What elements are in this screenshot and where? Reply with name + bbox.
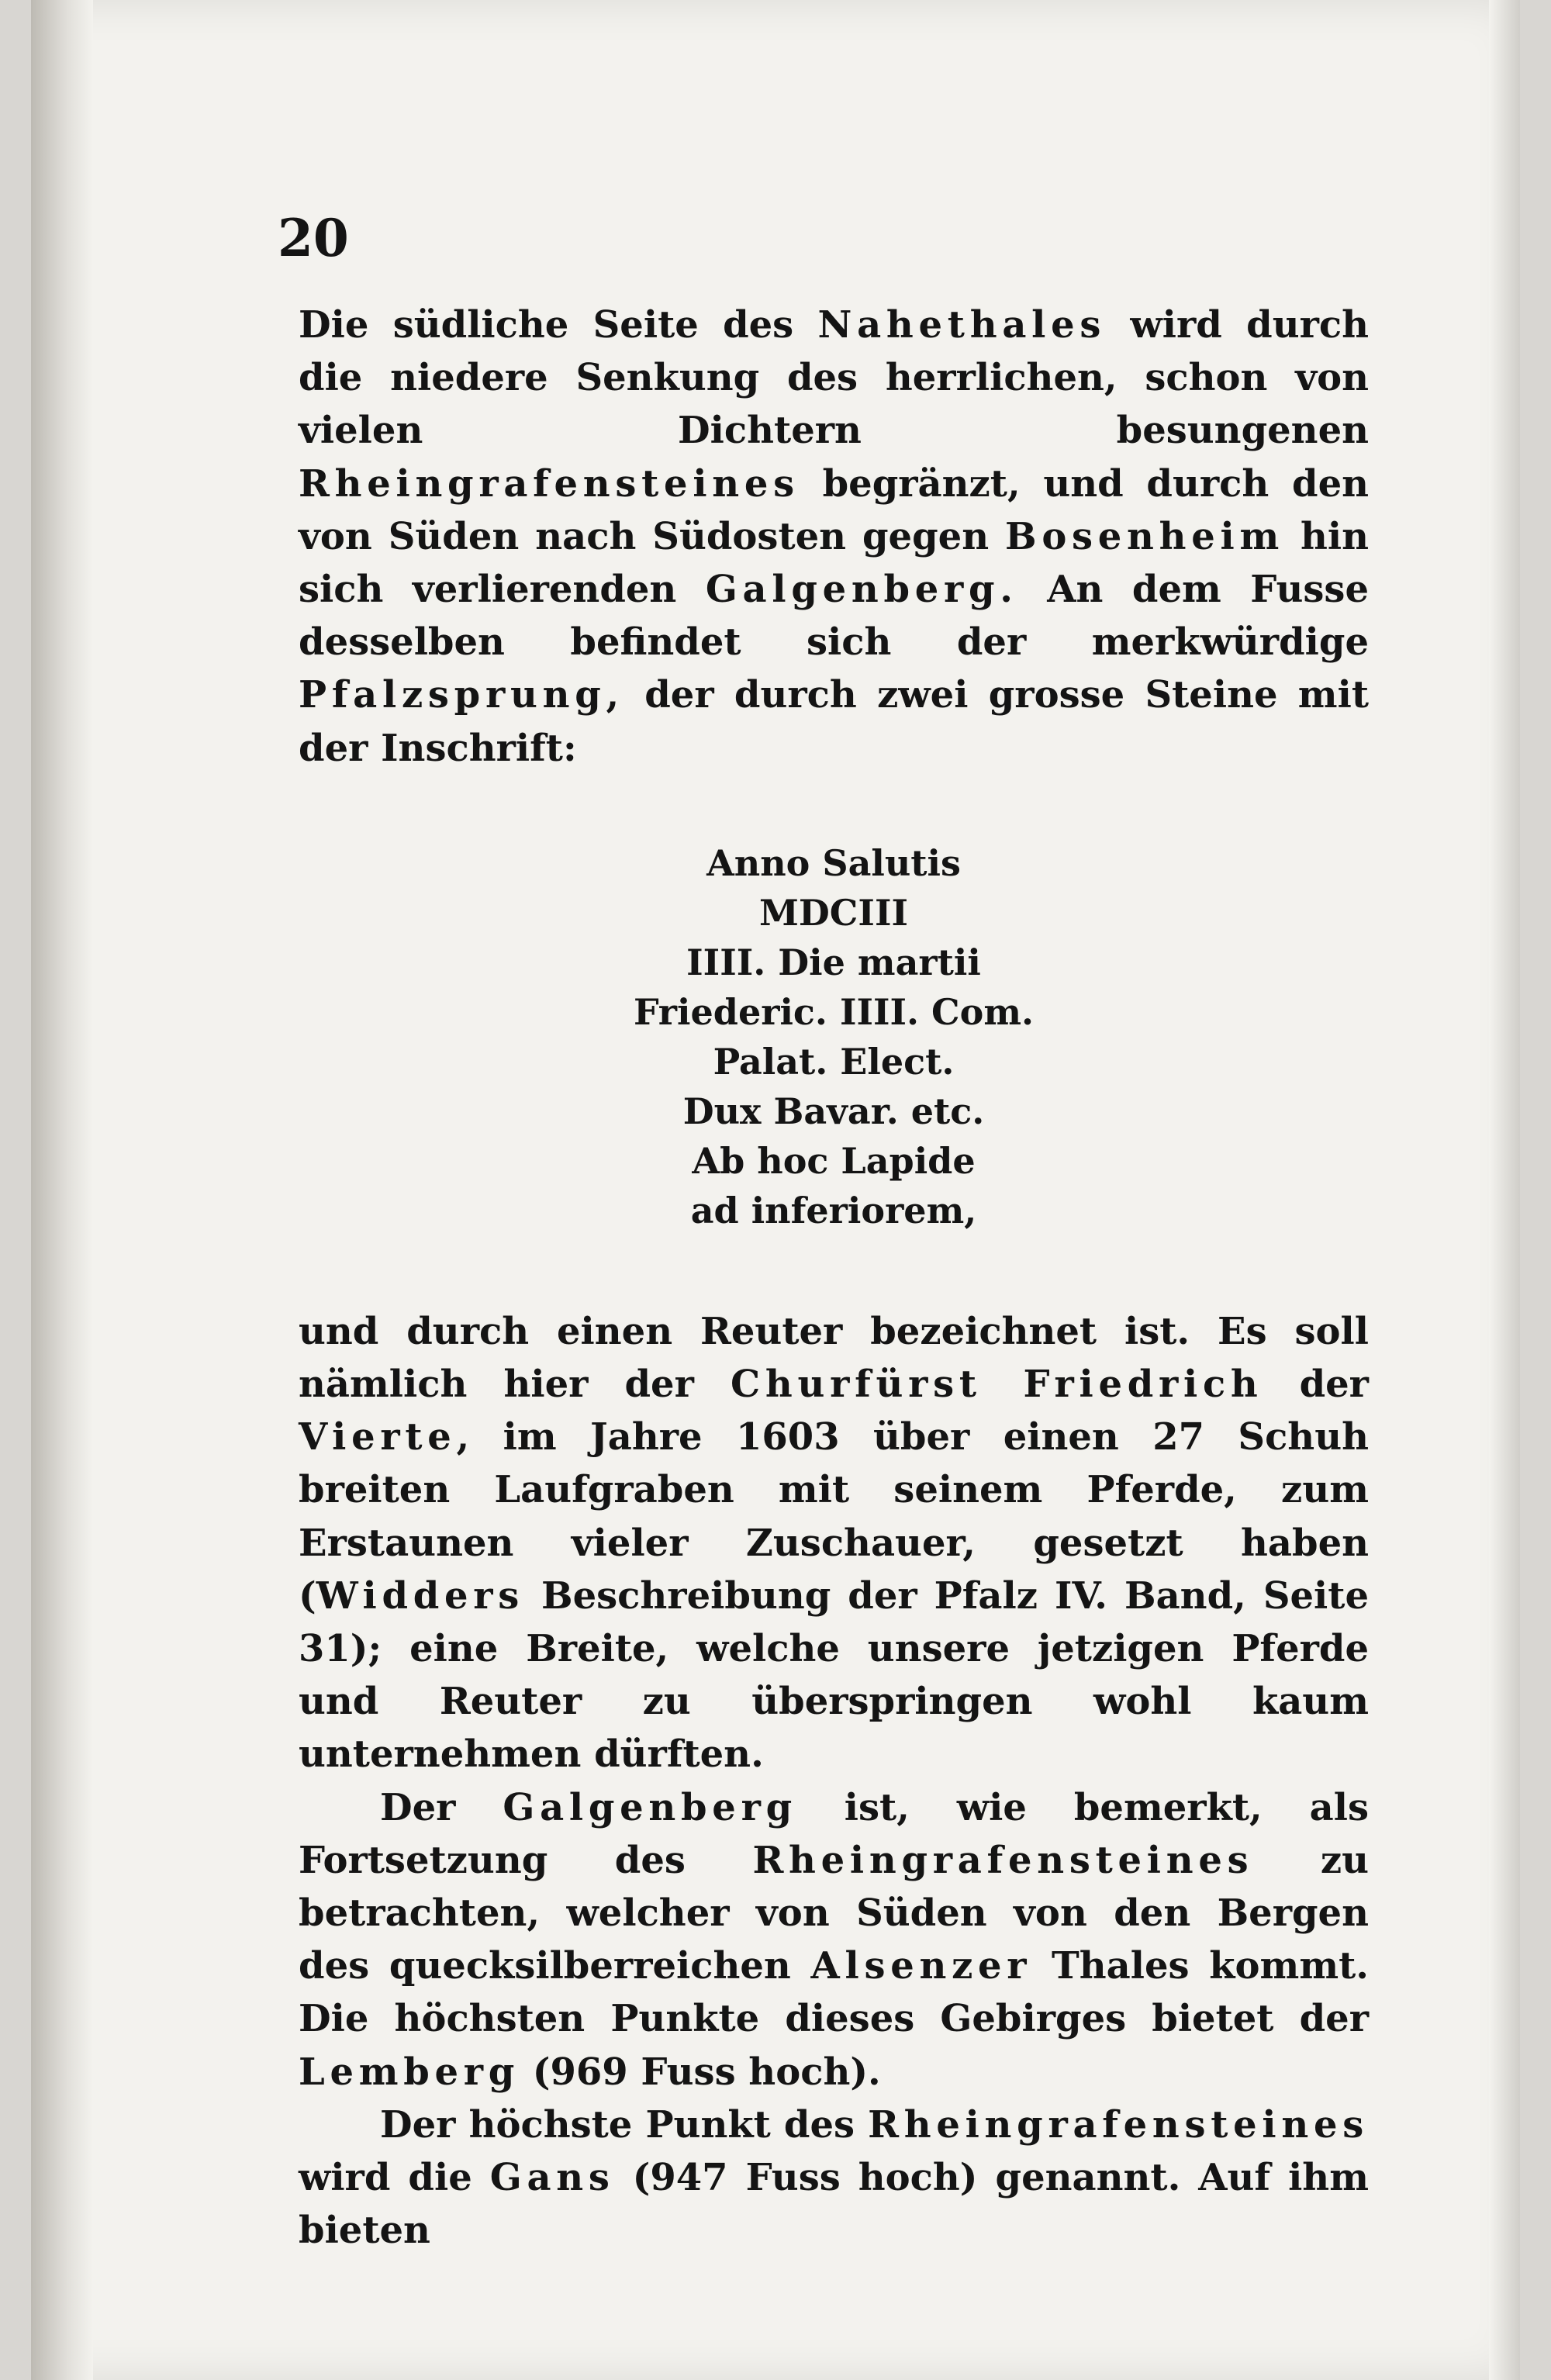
inscription-line: MDCIII [759,891,908,934]
spaced-term: Bosenheim [1005,514,1285,558]
inscription-line: Ab hoc Lapide [692,1139,976,1182]
paragraph-4 [299,2098,1369,2257]
text-run: ist, wie bemerkt, als Fortsetzung des [299,1785,1369,1882]
text-run: wird die [299,2156,490,2200]
body-text [299,299,1369,2257]
text-run: (947 Fuss hoch) genannt. Auf ihm bieten [299,2156,1369,2253]
inscription-line: Anno Salutis [706,841,961,884]
spaced-term: Lemberg [299,2050,520,2094]
paragraph-2 [299,1305,1369,1781]
text-run: hin sich verlierenden [299,514,1369,612]
inscription-line: ad inferiorem, [690,1189,977,1231]
text-run: , im Jahre 1603 über einen 27 Schuh breiten Laufgraben mit seinem Pferde, zum Erstaunen vieler Zuschauer, gesetzt haben ( [299,1415,1369,1618]
text-run: und durch einen Reuter bezeichnet ist. Es soll nämlich hier der [299,1309,1369,1407]
spaced-term: Rheingrafensteines [868,2102,1369,2147]
page-number: 20 [278,208,349,268]
text-run: Beschreibung der Pfalz IV. Band, Seite 31); eine Breite, welche unsere jetzigen Pferde und Reuter zu überspringen wohl kaum unternehmen dürften. [299,1573,1369,1777]
spaced-term: Gans [489,2156,615,2200]
page-binding-shadow [31,0,93,2380]
inscription-block [299,838,1369,1235]
inscription-line: Palat. Elect. [713,1040,955,1083]
text-run: Der [380,1785,503,1829]
spaced-term: Nahethales [817,303,1107,347]
spaced-term: Alsenzer [810,1944,1032,1988]
spaced-term: Rheingrafensteines [752,1838,1254,1882]
paragraph-3 [299,1781,1369,2098]
spaced-term: Galgenberg. [705,568,1018,612]
text-run: Der höchste Punkt des [380,2102,869,2147]
text-run: An dem Fusse desselben befindet sich der merkwürdige [299,568,1369,665]
inscription-line: IIII. Die martii [686,941,981,983]
text-run: der durch zwei grosse Steine mit der Inschrift: [299,673,1369,770]
text-run: begränzt, und durch den von Süden nach Südosten gegen [299,461,1369,558]
text-run: der [1263,1363,1369,1407]
spaced-term: Churfürst Friedrich [730,1363,1263,1407]
spaced-term: Galgenberg [503,1785,797,1829]
text-run: wird durch die niedere Senkung des herrlichen, schon von vielen Dichtern besungenen [299,303,1369,453]
inscription-line: Friederic. IIII. Com. [633,990,1035,1033]
spaced-term: Widders [316,1573,525,1618]
page-edge [1489,0,1520,2380]
spaced-term: Rheingrafensteines [299,461,800,506]
spaced-term: Pfalzsprung, [299,673,624,717]
inscription-line: Dux Bavar. etc. [682,1090,985,1132]
text-run: Thales kommt. Die höchsten Punkte dieses Gebirges bietet der [299,1944,1369,2041]
paragraph-1 [299,299,1369,775]
text-run: Die südliche Seite des [299,303,818,347]
book-page [31,0,1520,2380]
text-run: (969 Fuss hoch). [520,2050,881,2094]
text-run: zu betrachten, welcher von Süden von den Bergen des quecksilberreichen [299,1838,1369,1988]
spaced-term: Vierte [299,1415,457,1459]
